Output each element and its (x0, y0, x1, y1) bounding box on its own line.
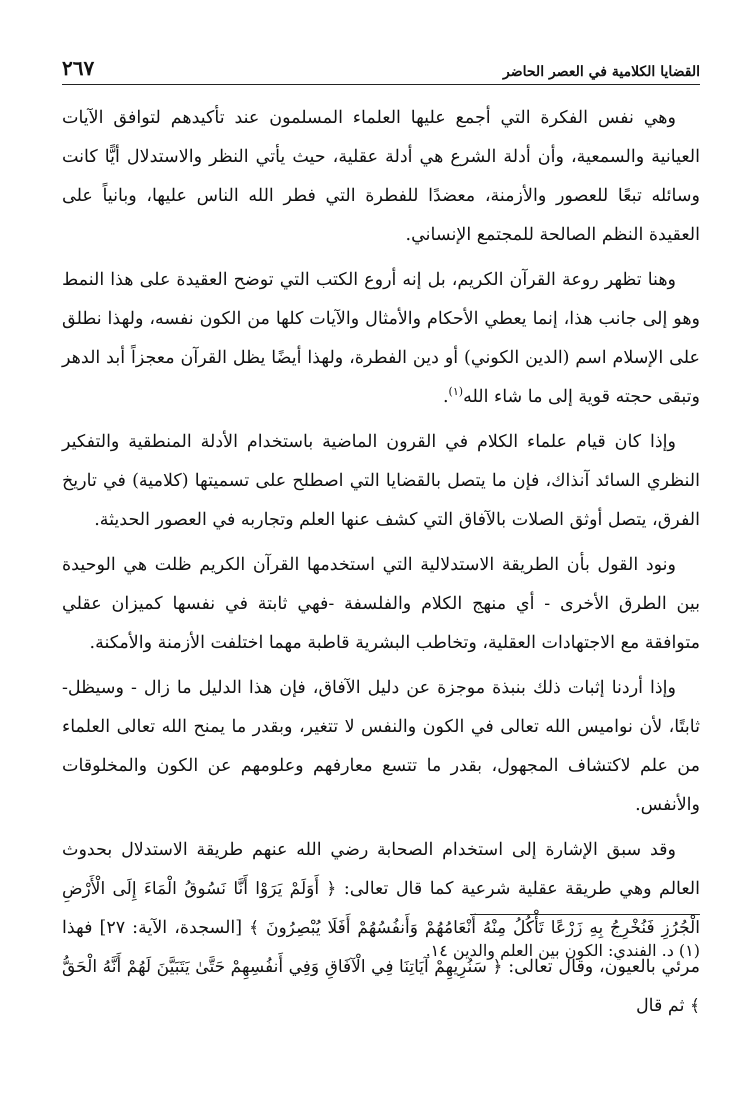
document-page (62, 52, 700, 1072)
footnote: (١) د. الفندي: الكون بين العلم والدين ١٤. (425, 941, 700, 960)
paragraph-text: وقد سبق الإشارة إلى استخدام الصحابة رضي الله عنهم طريقة الاستدلال بحدوث العالم وهي طريقة عقلية شرعية كما قال تعالى: (62, 840, 700, 899)
paragraph-end: . (442, 387, 449, 407)
quran-verse: ﴿ سَنُرِيهِمْ آيَاتِنَا فِي الْآفَاقِ وَفِي أَنفُسِهِمْ حَتَّىٰ يَتَبَيَّنَ لَهُمْ أَنَّهُ الْحَقُّ ﴾ (62, 957, 700, 1016)
quran-verse: ﴿ أَوَلَمْ يَرَوْا أَنَّا نَسُوقُ الْمَاءَ إِلَى الْأَرْضِ الْجُرُزِ فَنُخْرِجُ بِهِ زَرْعًا تَأْكُلُ مِنْهُ أَنْعَامُهُمْ وَأَنفُسُهُمْ أَفَلَا يُبْصِرُونَ ﴾ (62, 879, 700, 938)
running-title: القضايا الكلامية في العصر الحاضر (503, 64, 700, 80)
footnote-divider (470, 914, 700, 915)
paragraph: وإذا أردنا إثبات ذلك بنبذة موجزة عن دليل الآفاق، فإن هذا الدليل ما زال - وسيظل- ثابتًا، لأن نواميس الله تعالى في الكون والنفس لا تتغير، وبقدر ما يمنح الله تعالى العلماء من علم لاكتشاف المجهول، بقدر ما تتسع معارفهم وعلومهم عن الكون والمخلوقات والأنفس. (62, 678, 700, 815)
paragraph-text: وهنا تظهر روعة القرآن الكريم، بل إنه أروع الكتب التي توضح العقيدة على هذا النمط وهو إلى جانب هذا، إنما يعطي الأحكام والأمثال والآيات كلها من الكون نفسه، ولهذا نطلق على الإسلام اسم (الدين الكوني) أو دين الفطرة، ولهذا أيضًا يظل القرآن معجزاً أبد الدهر وتبقى حجته قوية إلى ما شاء الله (62, 270, 700, 407)
page-number: ٢٦٧ (62, 56, 95, 80)
paragraph (62, 261, 700, 417)
verse-reference: [السجدة، الآية: ٢٧] (99, 918, 243, 938)
paragraph: ونود القول بأن الطريقة الاستدلالية التي استخدمها القرآن الكريم ظلت هي الوحيدة بين الطرق الأخرى - أي منهج الكلام والفلسفة -فهي ثابتة في نفسها كميزان عقلي متوافقة مع الاجتهادات العقلية، وتخاطب البشرية قاطبة مهما اختلفت الأزمنة والأمكنة. (62, 555, 700, 653)
page-header (62, 52, 700, 85)
paragraph (62, 831, 700, 1026)
page-body (62, 99, 700, 1026)
paragraph: وإذا كان قيام علماء الكلام في القرون الماضية باستخدام الأدلة المنطقية والتفكير النظري السائد آنذاك، فإن ما يتصل بالقضايا التي اصطلح على تسميتها (كلامية) في تاريخ الفرق، يتصل أوثق الصلات بالآفاق التي كشف عنها العلم وتجاربه في العصور الحديثة. (62, 432, 700, 530)
paragraph-text: فهذا مرئي بالعيون، وقال تعالى: (62, 918, 700, 977)
footnote-marker: (١) (448, 385, 464, 399)
paragraph-text: ثم قال (635, 996, 685, 1016)
paragraph: وهي نفس الفكرة التي أجمع عليها العلماء المسلمون عند تأكيدهم لتوافق الآيات العيانية والسمعية، وأن أدلة الشرع هي أدلة عقلية، حيث يأتي النظر والاستدلال أيًّا كانت وسائله تبعًا للعصور والأزمنة، معضدًا للفطرة التي فطر الله الناس عليها، وبانياً على العقيدة النظم الصالحة للمجتمع الإنساني. (62, 108, 700, 245)
